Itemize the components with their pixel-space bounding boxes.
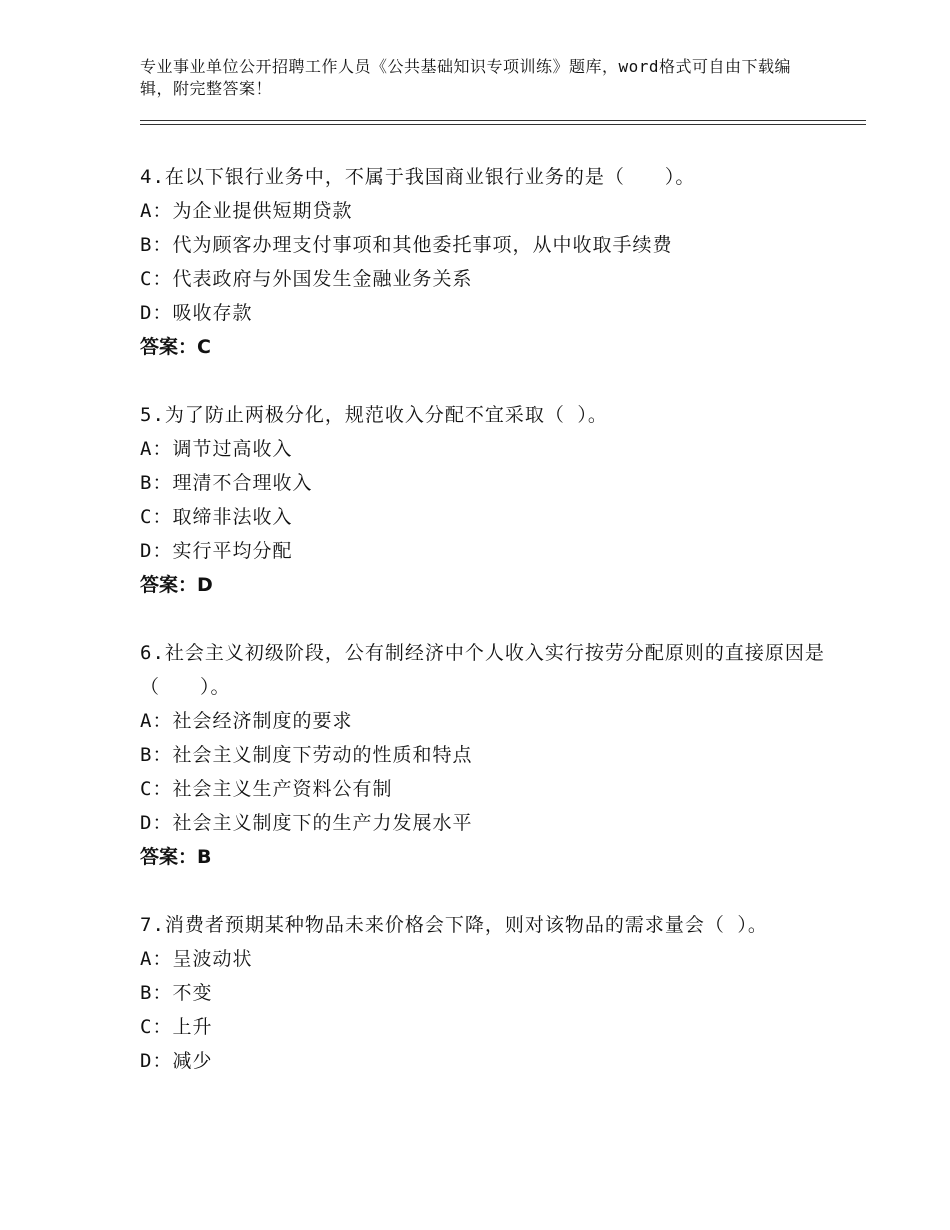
answer-line: 答案：D <box>140 574 213 596</box>
header-rule-top <box>140 120 866 121</box>
option-c: C：取缔非法收入 <box>140 506 293 528</box>
option-c: C：代表政府与外国发生金融业务关系 <box>140 268 473 290</box>
option-a: A：呈波动状 <box>140 948 253 970</box>
option-b: B：理清不合理收入 <box>140 472 313 494</box>
option-c: C：上升 <box>140 1016 213 1038</box>
option-b: B：不变 <box>140 982 213 1004</box>
question-stem: 5.为了防止两极分化，规范收入分配不宜采取（ ）。 <box>140 404 608 426</box>
question-stem: 7.消费者预期某种物品未来价格会下降，则对该物品的需求量会（ ）。 <box>140 914 768 936</box>
option-d: D：实行平均分配 <box>140 540 293 562</box>
question-5 <box>140 398 830 602</box>
question-6 <box>140 636 830 874</box>
option-c: C：社会主义生产资料公有制 <box>140 778 393 800</box>
option-b: B：社会主义制度下劳动的性质和特点 <box>140 744 473 766</box>
option-d: D：减少 <box>140 1050 213 1072</box>
answer-line: 答案：C <box>140 336 211 358</box>
option-b: B：代为顾客办理支付事项和其他委托事项，从中收取手续费 <box>140 234 673 256</box>
question-4 <box>140 160 830 364</box>
option-d: D：社会主义制度下的生产力发展水平 <box>140 812 473 834</box>
question-stem: 6.社会主义初级阶段，公有制经济中个人收入实行按劳分配原则的直接原因是（ ）。 <box>140 642 825 698</box>
header-rule-bottom <box>140 124 866 125</box>
document-header: 专业事业单位公开招聘工作人员《公共基础知识专项训练》题库，word格式可自由下载编辑，附完整答案！ <box>140 57 792 98</box>
option-a: A：社会经济制度的要求 <box>140 710 353 732</box>
question-list <box>140 160 830 1112</box>
option-a: A：为企业提供短期贷款 <box>140 200 353 222</box>
answer-line: 答案：B <box>140 846 212 868</box>
question-stem: 4.在以下银行业务中，不属于我国商业银行业务的是（ ）。 <box>140 166 696 188</box>
question-7 <box>140 908 830 1078</box>
option-d: D：吸收存款 <box>140 302 253 324</box>
option-a: A：调节过高收入 <box>140 438 293 460</box>
